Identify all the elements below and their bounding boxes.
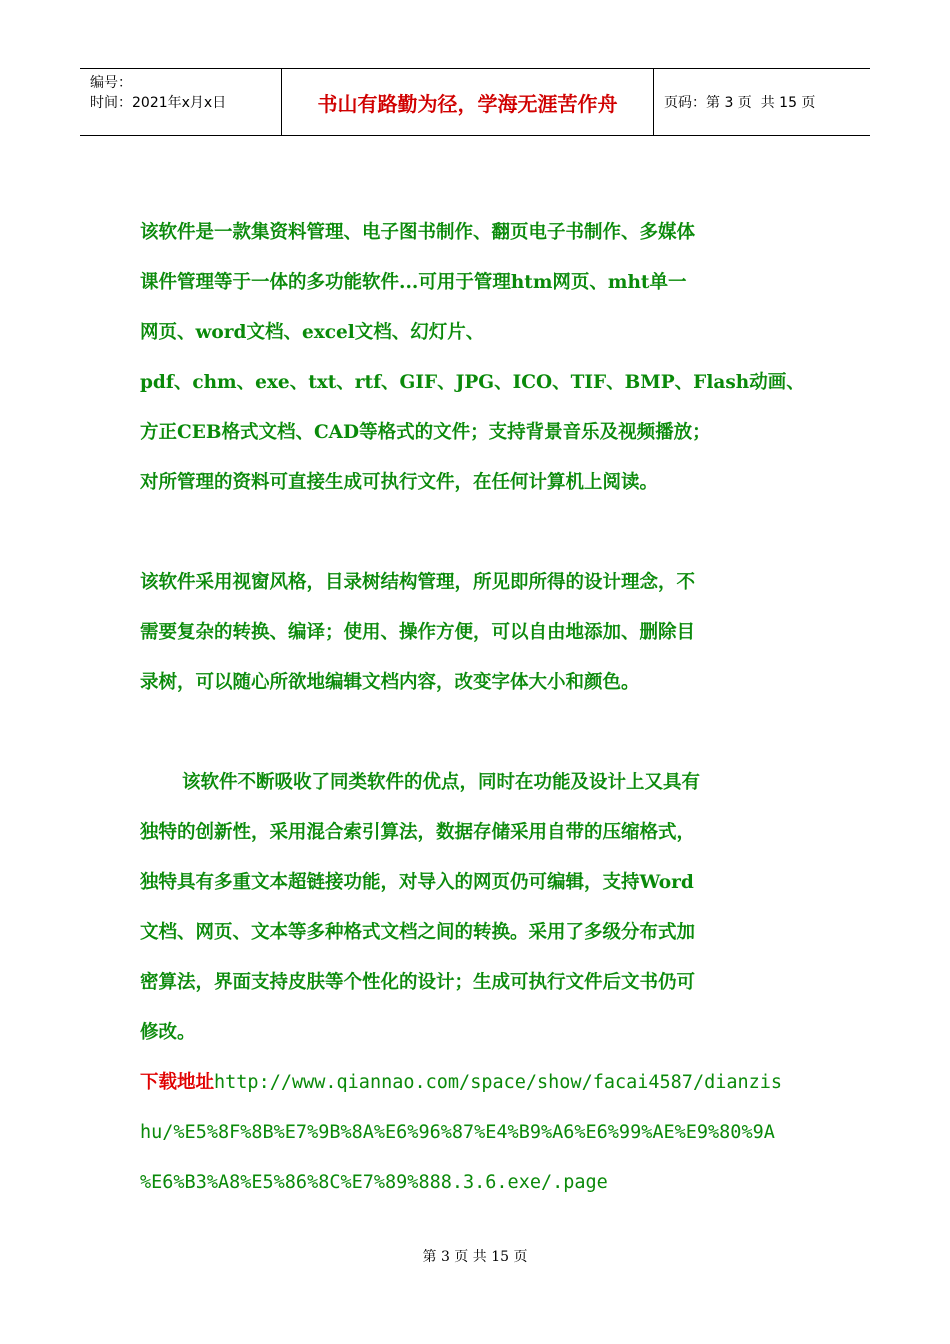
time-label: 时间：2021年x月x日 [90,95,227,111]
motto-text: 书山有路勤为径，学海无涯苦作舟 [317,91,618,116]
paragraph-2 [140,558,820,708]
text-line: 该软件不断吸收了同类软件的优点，同时在功能及设计上又具有 [182,772,701,793]
paragraph-gap [140,708,820,758]
number-label: 编号： [90,75,132,91]
page-footer: 第 3 页 共 15 页 [422,1249,528,1265]
paragraph-3 [140,758,820,1058]
text-line: 方正CEB格式文档、CAD等格式的文件；支持背景音乐及视频播放； [140,422,711,443]
header-motto-cell [282,69,654,135]
header-page-cell [654,69,870,135]
download-link[interactable]: http://www.qiannao.com/space/show/facai4587/dianzis [214,1072,783,1093]
text-line: 密算法，界面支持皮肤等个性化的设计；生成可执行文件后文书仍可 [140,972,696,993]
text-line: 需要复杂的转换、编译；使用、操作方便，可以自由地添加、删除目 [140,622,696,643]
text-line: 对所管理的资料可直接生成可执行文件，在任何计算机上阅读。 [140,472,659,493]
text-line: 独特具有多重文本超链接功能，对导入的网页仍可编辑，支持Word [140,872,694,893]
download-link-continued[interactable]: hu/%E5%8F%8B%E7%9B%8A%E6%96%87%E4%B9%A6%E6%99%AE%E9%80%9A [140,1122,775,1143]
paragraph-1 [140,208,820,508]
text-line: 课件管理等于一体的多功能软件...可用于管理htm网页、mht单一 [140,272,687,293]
download-link-continued[interactable]: %E6%B3%A8%E5%86%8C%E7%89%888.3.6.exe/.page [140,1172,608,1193]
text-line: 文档、网页、文本等多种格式文档之间的转换。采用了多级分布式加 [140,922,696,943]
text-line: pdf、chm、exe、txt、rtf、GIF、JPG、ICO、TIF、BMP、Flash动画、 [140,372,805,393]
header-meta-cell [80,69,282,135]
download-line [140,1058,820,1108]
paragraph-gap [140,508,820,558]
text-line: 该软件是一款集资料管理、电子图书制作、翻页电子书制作、多媒体 [140,222,696,243]
download-section [140,1058,820,1208]
text-line: 网页、word文档、excel文档、幻灯片、 [140,322,485,343]
text-line: 该软件采用视窗风格，目录树结构管理，所见即所得的设计理念，不 [140,572,696,593]
download-label: 下载地址 [140,1072,215,1093]
page-header [80,68,870,136]
text-line: 独特的创新性，采用混合索引算法，数据存储采用自带的压缩格式， [140,822,696,843]
text-line: 修改。 [140,1022,196,1043]
page-info: 页码：第 3 页 共 15 页 [664,95,816,111]
document-body [140,208,820,1208]
text-line: 录树，可以随心所欲地编辑文档内容，改变字体大小和颜色。 [140,672,640,693]
